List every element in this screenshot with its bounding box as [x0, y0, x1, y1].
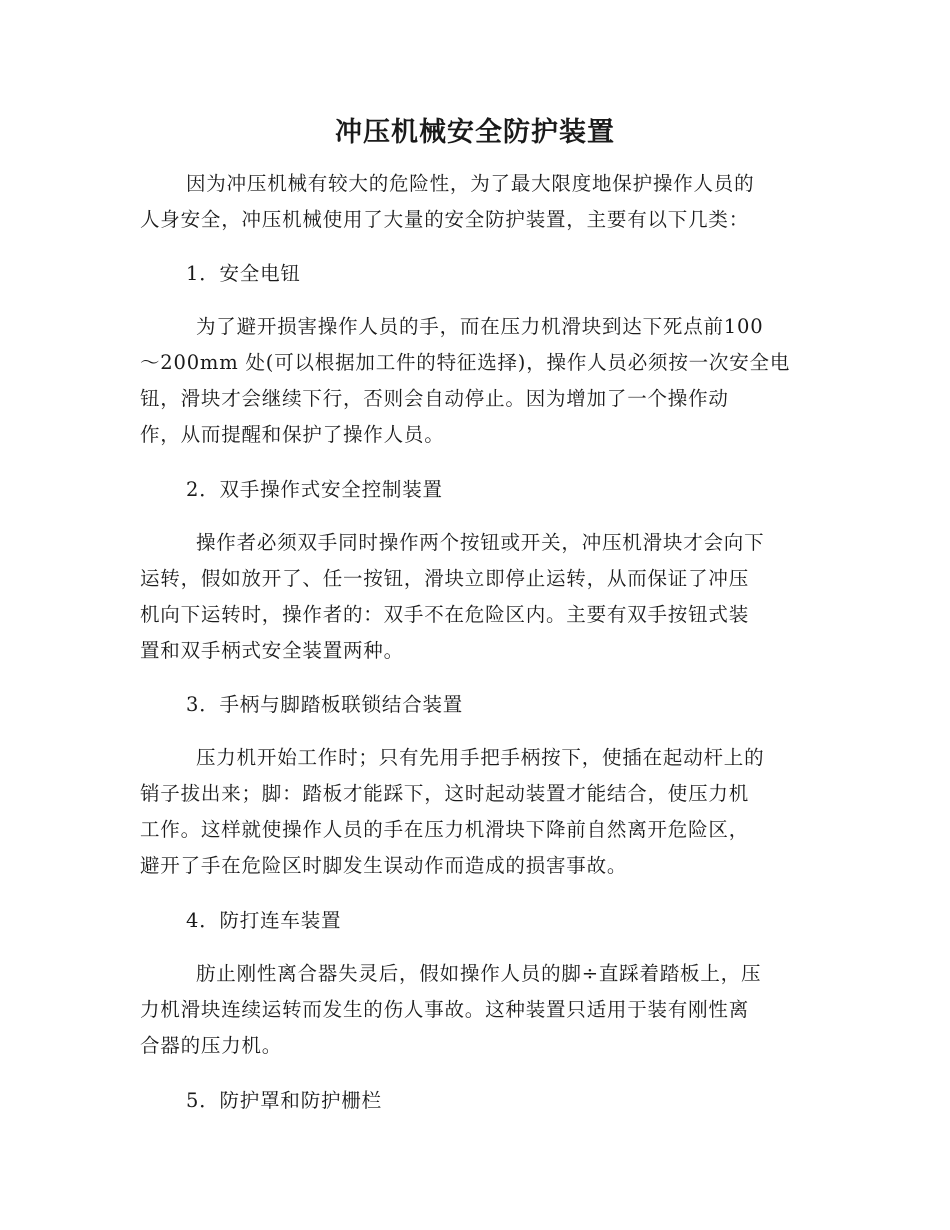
section-2-line: 置和双手柄式安全装置两种。	[140, 639, 404, 662]
section-1-line: ～200mm 处(可以根据加工件的特征选择)，操作人员必须按一次安全电	[140, 351, 791, 374]
section-1-line: 钮，滑块才会继续下行，否则会自动停止。因为增加了一个操作动	[140, 387, 729, 410]
section-3-line: 销子拔出来；脚：踏板才能踩下，这时起动装置才能结合，使压力机	[140, 782, 750, 805]
section-2-line: 操作者必须双手同时操作两个按钮或开关，冲压机滑块才会向下	[196, 531, 765, 554]
section-3-line: 压力机开始工作时；只有先用手把手柄按下，使插在起动杆上的	[196, 746, 765, 769]
section-4-line: 肪止刚性离合器失灵后，假如操作人员的脚÷直踩着踏板上，压	[196, 962, 762, 985]
section-1-line: 作，从而提醒和保护了操作人员。	[140, 423, 445, 446]
intro-line: 因为冲压机械有较大的危险性，为了最大限度地保护操作人员的	[186, 172, 755, 195]
document-title: 冲压机械安全防护装置	[335, 117, 615, 148]
intro-line: 人身安全，冲压机械使用了大量的安全防护装置，主要有以下几类：	[140, 208, 750, 231]
section-heading-5: 5．防护罩和防护栅栏	[186, 1089, 382, 1112]
section-heading-2: 2．双手操作式安全控制装置	[186, 478, 443, 501]
section-2-line: 机向下运转时，操作者的：双手不在危险区内。主要有双手按钮式装	[140, 603, 750, 626]
section-4-line: 力机滑块连续运转而发生的伤人事故。这种装置只适用于装有刚性离	[140, 998, 750, 1021]
section-4-line: 合器的压力机。	[140, 1034, 283, 1057]
section-heading-3: 3．手柄与脚踏板联锁结合装置	[186, 693, 464, 716]
section-heading-1: 1．安全电钮	[186, 262, 301, 285]
section-2-line: 运转，假如放开了、任一按钮，滑块立即停止运转，从而保证了冲压	[140, 567, 750, 590]
section-heading-4: 4．防打连车装置	[186, 909, 342, 932]
section-3-line: 工作。这样就使操作人员的手在压力机滑块下降前自然离开危险区，	[140, 818, 750, 841]
section-1-line: 为了避开损害操作人员的手，而在压力机滑块到达下死点前100	[196, 315, 764, 338]
section-3-line: 避开了手在危险区时脚发生误动作而造成的损害事故。	[140, 854, 628, 877]
